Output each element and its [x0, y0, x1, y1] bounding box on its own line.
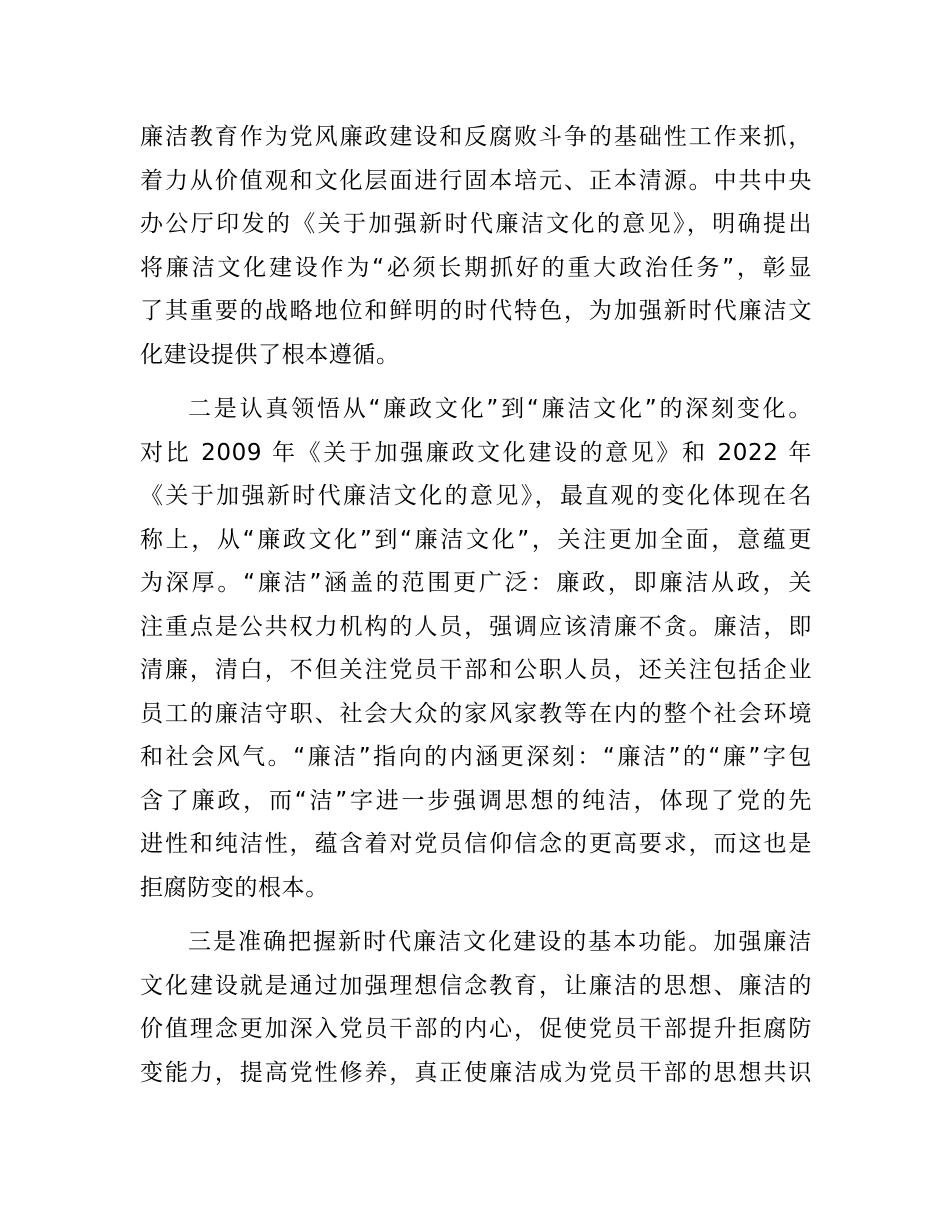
paragraph-spacer — [140, 377, 812, 388]
text-line: 员工的廉洁守职、社会大众的家风家教等在内的整个社会环境 — [140, 700, 812, 727]
paragraph — [140, 921, 812, 1095]
paragraph — [140, 388, 812, 910]
text-line: 了其重要的战略地位和鲜明的时代特色，为加强新时代廉洁文 — [140, 298, 812, 324]
text-line: 进性和纯洁性，蕴含着对党员信仰信念的更高要求，而这也是 — [140, 831, 812, 857]
paragraph — [140, 116, 812, 377]
text-line: 对比 2009 年《关于加强廉政文化建设的意见》和 2022 年 — [140, 439, 812, 466]
text-line: 注重点是公共权力机构的人员，强调应该清廉不贪。廉洁，即 — [140, 613, 812, 640]
text-line: 廉洁教育作为党风廉政建设和反腐败斗争的基础性工作来抓， — [140, 124, 812, 150]
text-line: 清廉，清白，不但关注党员干部和公职人员，还关注包括企业 — [140, 657, 812, 683]
text-line: 和社会风气。“廉洁”指向的内涵更深刻：“廉洁”的“廉”字包 — [140, 744, 812, 770]
text-line: 变能力，提高党性修养，真正使廉洁成为党员干部的思想共识 — [140, 1059, 812, 1086]
text-line: 着力从价值观和文化层面进行固本培元、正本清源。中共中央 — [140, 167, 812, 194]
text-line: 将廉洁文化建设作为“必须长期抓好的重大政治任务”，彰显 — [140, 254, 812, 281]
text-line: 含了廉政，而“洁”字进一步强调思想的纯洁，体现了党的先 — [140, 787, 812, 814]
paragraph-spacer — [140, 910, 812, 921]
text-line: 拒腐防变的根本。 — [140, 874, 329, 901]
text-line: 称上，从“廉政文化”到“廉洁文化”，关注更加全面，意蕴更 — [140, 526, 812, 553]
text-line: 办公厅印发的《关于加强新时代廉洁文化的意见》，明确提出 — [140, 211, 812, 237]
text-line: 二是认真领悟从“廉政文化”到“廉洁文化”的深刻变化。 — [188, 396, 812, 422]
text-line: 《关于加强新时代廉洁文化的意见》，最直观的变化体现在名 — [140, 483, 812, 509]
text-line: 化建设提供了根本遵循。 — [140, 341, 400, 368]
text-line: 为深厚。“廉洁”涵盖的范围更广泛：廉政，即廉洁从政，关 — [140, 570, 812, 596]
document-body — [140, 116, 812, 1095]
text-line: 价值理念更加深入党员干部的内心，促使党员干部提升拒腐防 — [140, 1016, 812, 1042]
text-line: 文化建设就是通过加强理想信念教育，让廉洁的思想、廉洁的 — [140, 972, 812, 999]
text-line: 三是准确把握新时代廉洁文化建设的基本功能。加强廉洁 — [188, 929, 812, 955]
